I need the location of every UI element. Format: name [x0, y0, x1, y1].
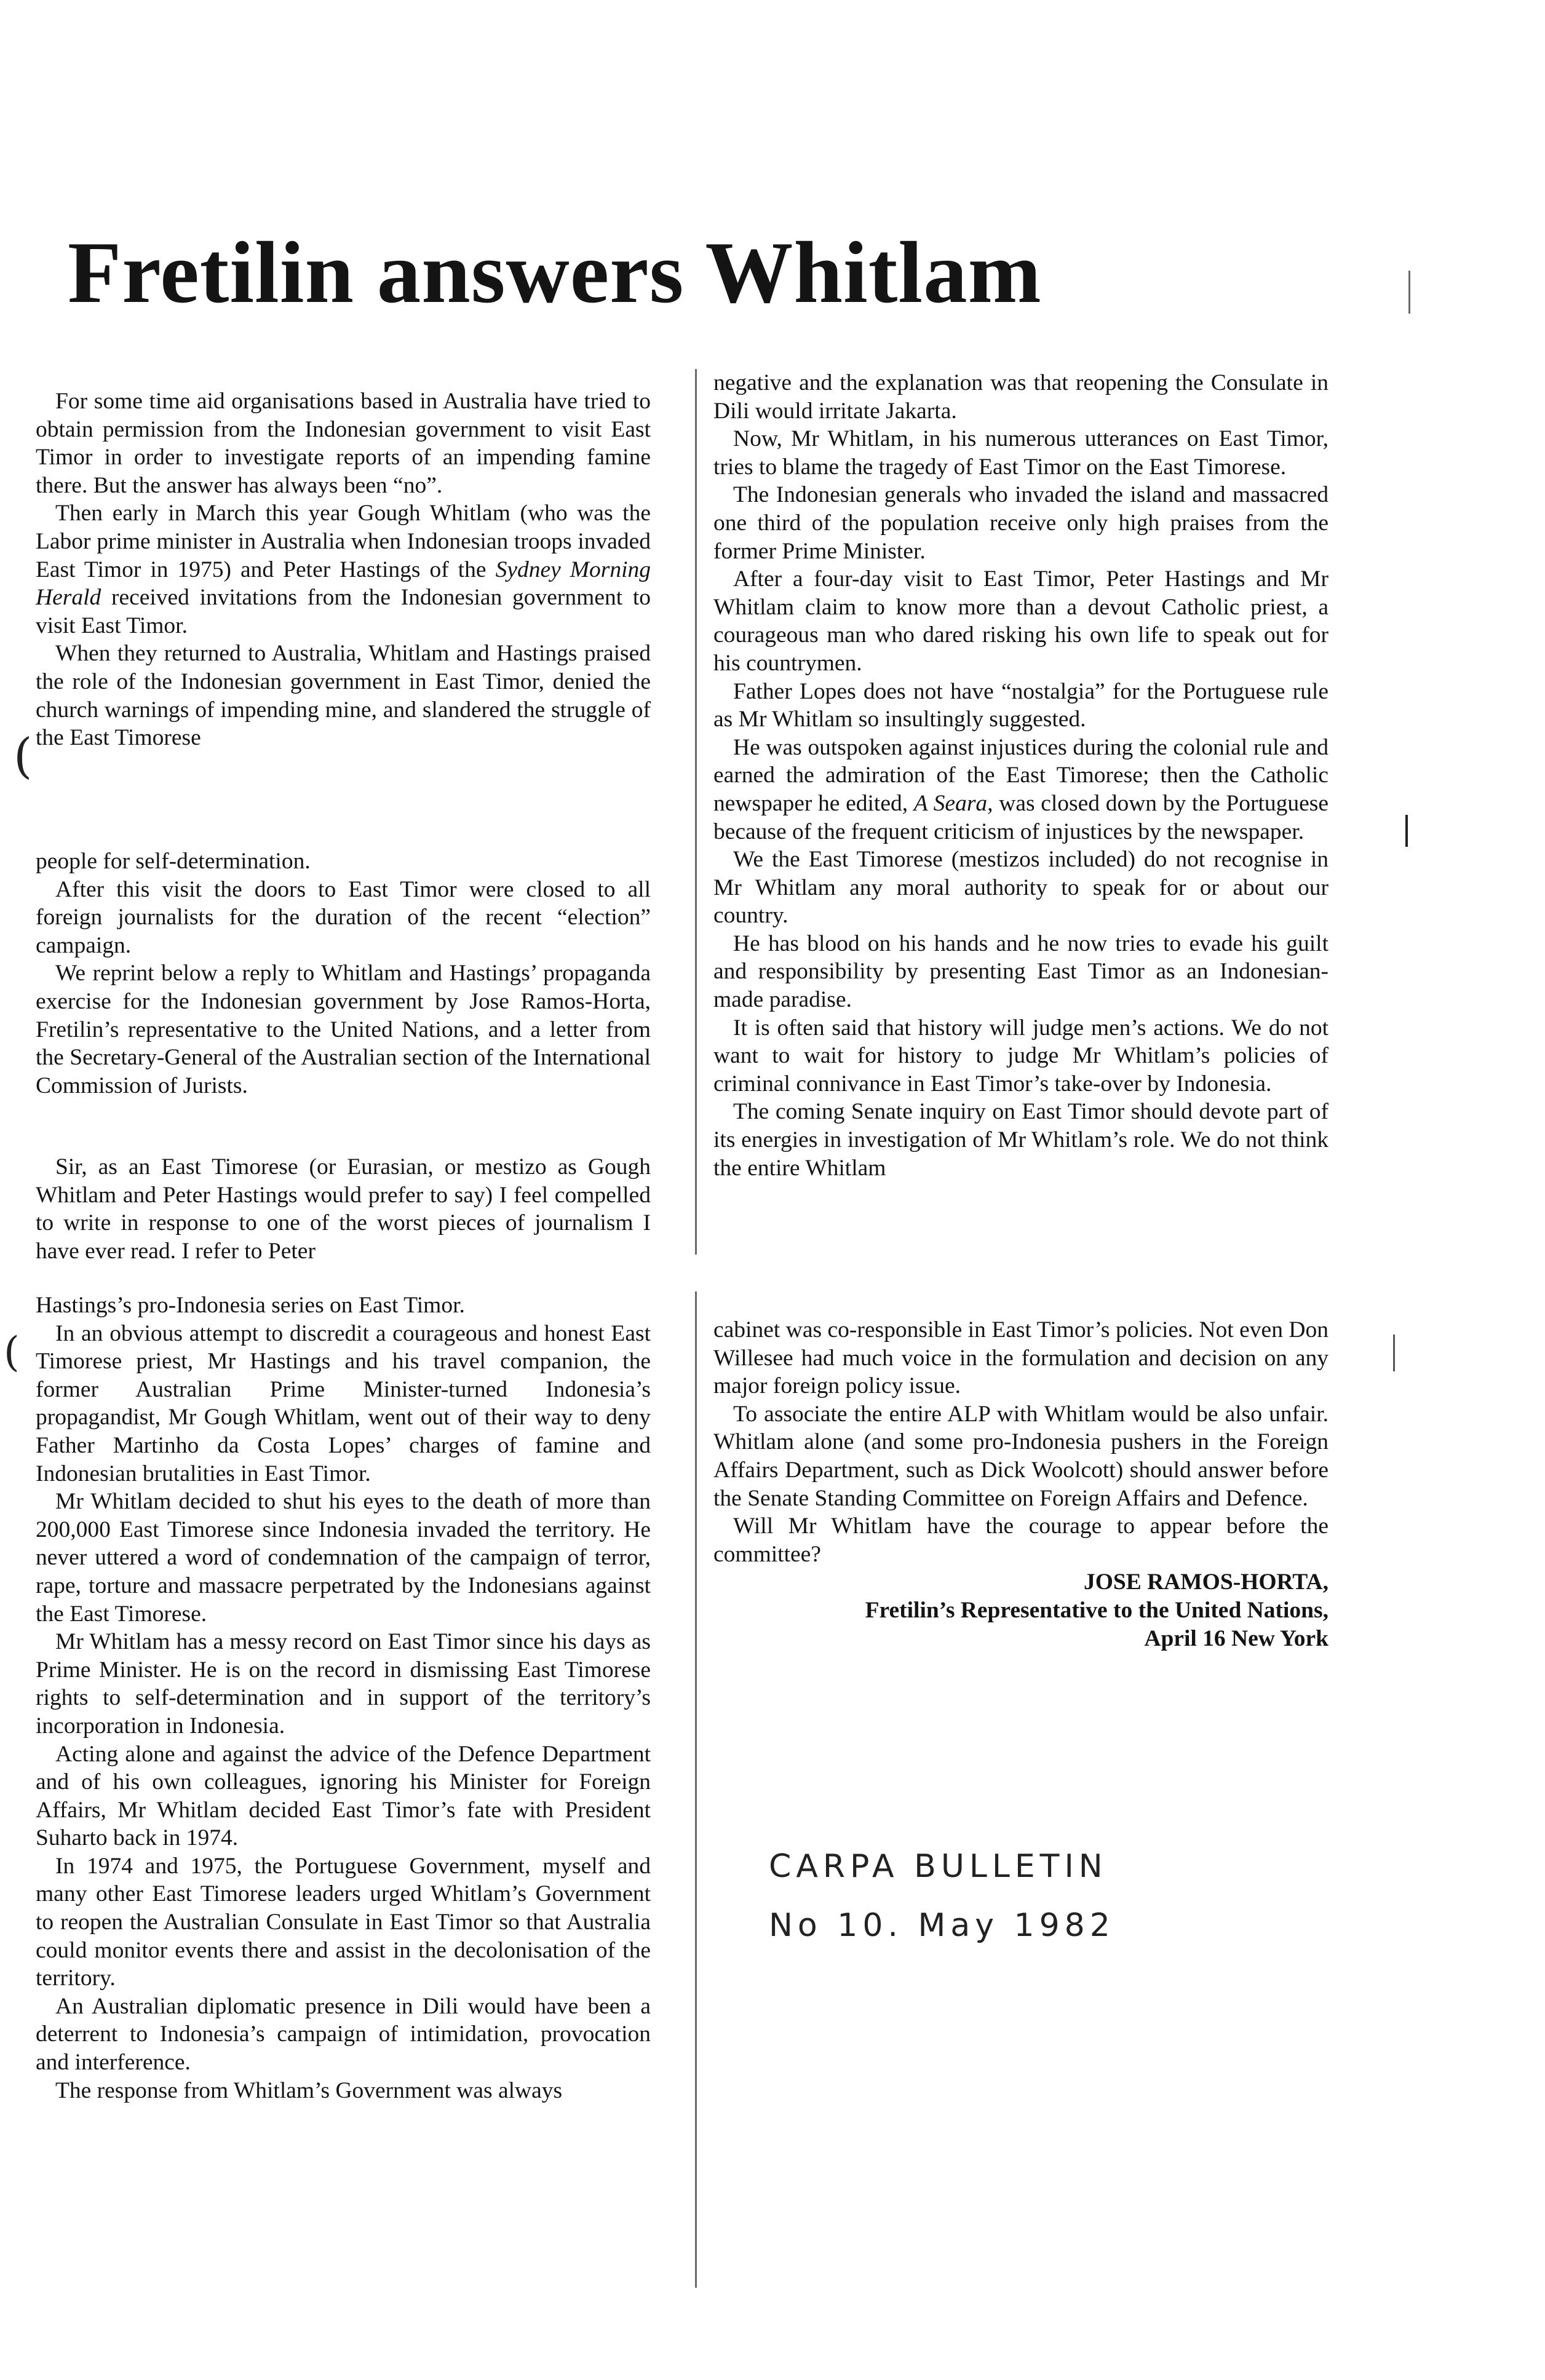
margin-tick-mark [1405, 815, 1408, 847]
letter-paragraph: Sir, as an East Timorese (or Eurasian, or mestizo as Gough Whitlam and Peter Hastings would prefer to say) I feel compelled to write in response to one of the worst pieces of journalism I have ever read. I refer to Peter [36, 1154, 651, 1264]
letter-paragraph: It is often said that history will judge men’s actions. We do not want to wait for history to judge Mr Whitlam’s policies of criminal connivance in East Timor’s take-over by Indonesia. [713, 1015, 1329, 1097]
letter-paragraph: We the East Timorese (mestizos included) do not recognise in Mr Whitlam any moral authority to speak for or about our country. [713, 847, 1329, 929]
letter-paragraph: Father Lopes does not have “nostalgia” for the Portuguese rule as Mr Whitlam so insultingly suggested. [713, 678, 1329, 732]
letter-paragraph: An Australian diplomatic presence in Dili would have been a deterrent to Indonesia’s campaign of intimidation, provocation and interference. [36, 1993, 651, 2076]
letter-paragraph: Now, Mr Whitlam, in his numerous utterances on East Timor, tries to blame the tragedy of East Timor on the East Timorese. [713, 426, 1329, 480]
signature-title: Fretilin’s Representative to the United Nations, [865, 1597, 1329, 1623]
letter-paragraph: Acting alone and against the advice of the Defence Department and of his own colleagues, ignoring his Minister for Foreign Affairs, Mr Whitlam decided East Timor’s fate with President Suharto back in 1974. [36, 1741, 651, 1851]
newspaper-name: Sydney Morning Herald [36, 557, 651, 611]
letter-paragraph: In 1974 and 1975, the Portuguese Government, myself and many other East Timorese leaders urged Whitlam’s Government to reopen the Australian Consulate in East Timor so that Australia could monitor events there and assist in the decolonisation of the territory. [36, 1853, 651, 1991]
letter-paragraph: The coming Senate inquiry on East Timor should devote part of its energies in investigation of Mr Whitlam’s role. We do not think the entire Whitlam [713, 1099, 1329, 1181]
letter-paragraph: In an obvious attempt to discredit a courageous and honest East Timorese priest, Mr Hastings and his travel companion, the former Australian Prime Minister-turned Indonesia’s propagandist, Mr Gough Whitlam, went out of their way to deny Father Martinho da Costa Lopes’ charges of famine and Indonesian brutalities in East Timor. [36, 1320, 651, 1486]
letter-paragraph: Will Mr Whitlam have the courage to appear before the committee? [713, 1513, 1329, 1567]
letter-paragraph: After a four-day visit to East Timor, Peter Hastings and Mr Whitlam claim to know more than a devout Catholic priest, a courageous man who dared risking his own life to speak out for his countrymen. [713, 566, 1329, 676]
intro-paragraph: We reprint below a reply to Whitlam and Hastings’ propaganda exercise for the Indonesian government by Jose Ramos-Horta, Fretilin’s representative to the United Nations, and a letter from the Secretary-General of the Australian section of the International Commission of Jurists. [36, 961, 651, 1098]
handwritten-line: No 10. May 1982 [769, 1907, 1115, 1944]
newspaper-name: A Seara, [913, 790, 993, 816]
handwritten-source-note [769, 1848, 1115, 1944]
margin-bracket-mark: ( [14, 729, 33, 784]
letter-paragraph: Hastings’s pro-Indonesia series on East Timor. [36, 1293, 465, 1318]
margin-tick-mark [1393, 1335, 1395, 1371]
letter-paragraph: To associate the entire ALP with Whitlam would be also unfair. Whitlam alone (and some pro-Indonesia pushers in the Foreign Affairs Department, such as Dick Woolcott) should answer before the Senate Standing Committee on Foreign Affairs and Defence. [713, 1401, 1329, 1511]
signature-name: JOSE RAMOS-HORTA, [1083, 1569, 1329, 1595]
signature-dateline: April 16 New York [1144, 1625, 1329, 1651]
intro-paragraph: When they returned to Australia, Whitlam and Hastings praised the role of the Indonesian government in East Timor, denied the church warnings of impending mine, and slandered the struggle of the East Timorese [36, 641, 651, 751]
letter-paragraph: Mr Whitlam has a messy record on East Timor since his days as Prime Minister. He is on the record in dismissing East Timorese rights to self-determination and in support of the territory’s incorporation in Indonesia. [36, 1629, 651, 1739]
letter-column-2-continued [713, 1316, 1329, 1652]
letter-paragraph: negative and the explanation was that reopening the Consulate in Dili would irritate Jakarta. [713, 370, 1329, 424]
letter-paragraph: He has blood on his hands and he now tries to evade his guilt and responsibility by presenting East Timor as an Indonesian-made paradise. [713, 930, 1329, 1013]
letter-column-2 [713, 369, 1329, 1182]
letter-paragraph: He was outspoken against injustices during the colonial rule and earned the admiration of the East Timorese; then the Catholic newspaper he edited, A Seara, was closed down by the Portuguese because of the frequent criticism of injustices by the newspaper. [713, 734, 1329, 844]
margin-bracket-mark: ( [4, 1328, 20, 1376]
column-rule [695, 369, 697, 1255]
letter-start [36, 1153, 651, 1265]
letter-paragraph: cabinet was co-responsible in East Timor’s policies. Not even Don Willesee had much voice in the formulation and decision on any major foreign policy issue. [713, 1317, 1329, 1399]
letter-paragraph: The response from Whitlam’s Government was always [55, 2077, 563, 2103]
intro-paragraph: For some time aid organisations based in Australia have tried to obtain permission from the Indonesian government to visit East Timor in order to investigate reports of an impending famine there. But the answer has always been “no”. [36, 389, 651, 498]
intro-paragraph: people for self-determination. [36, 849, 311, 874]
intro-block-continued [36, 847, 651, 1100]
headline: Fretilin answers Whitlam [68, 224, 1042, 321]
page-edge-rule [1408, 271, 1410, 314]
handwritten-line: CARPA BULLETIN [769, 1848, 1108, 1885]
letter-column-1 [36, 1291, 651, 2104]
letter-paragraph: Mr Whitlam decided to shut his eyes to the death of more than 200,000 East Timorese since Indonesia invaded the territory. He never uttered a word of condemnation of the campaign of terror, rape, torture and massacre perpetrated by the Indonesians against the East Timorese. [36, 1489, 651, 1627]
intro-paragraph: Then early in March this year Gough Whitlam (who was the Labor prime minister in Australia when Indonesian troops invaded East Timor in 1975) and Peter Hastings of the Sydney Morning Herald received invitations from the Indonesian government to visit East Timor. [36, 501, 651, 638]
letter-paragraph: The Indonesian generals who invaded the island and massacred one third of the population receive only high praises from the former Prime Minister. [713, 482, 1329, 564]
column-rule [695, 1291, 697, 2288]
intro-paragraph: After this visit the doors to East Timor were closed to all foreign journalists for the duration of the recent “election” campaign. [36, 876, 651, 958]
intro-block [36, 387, 651, 752]
